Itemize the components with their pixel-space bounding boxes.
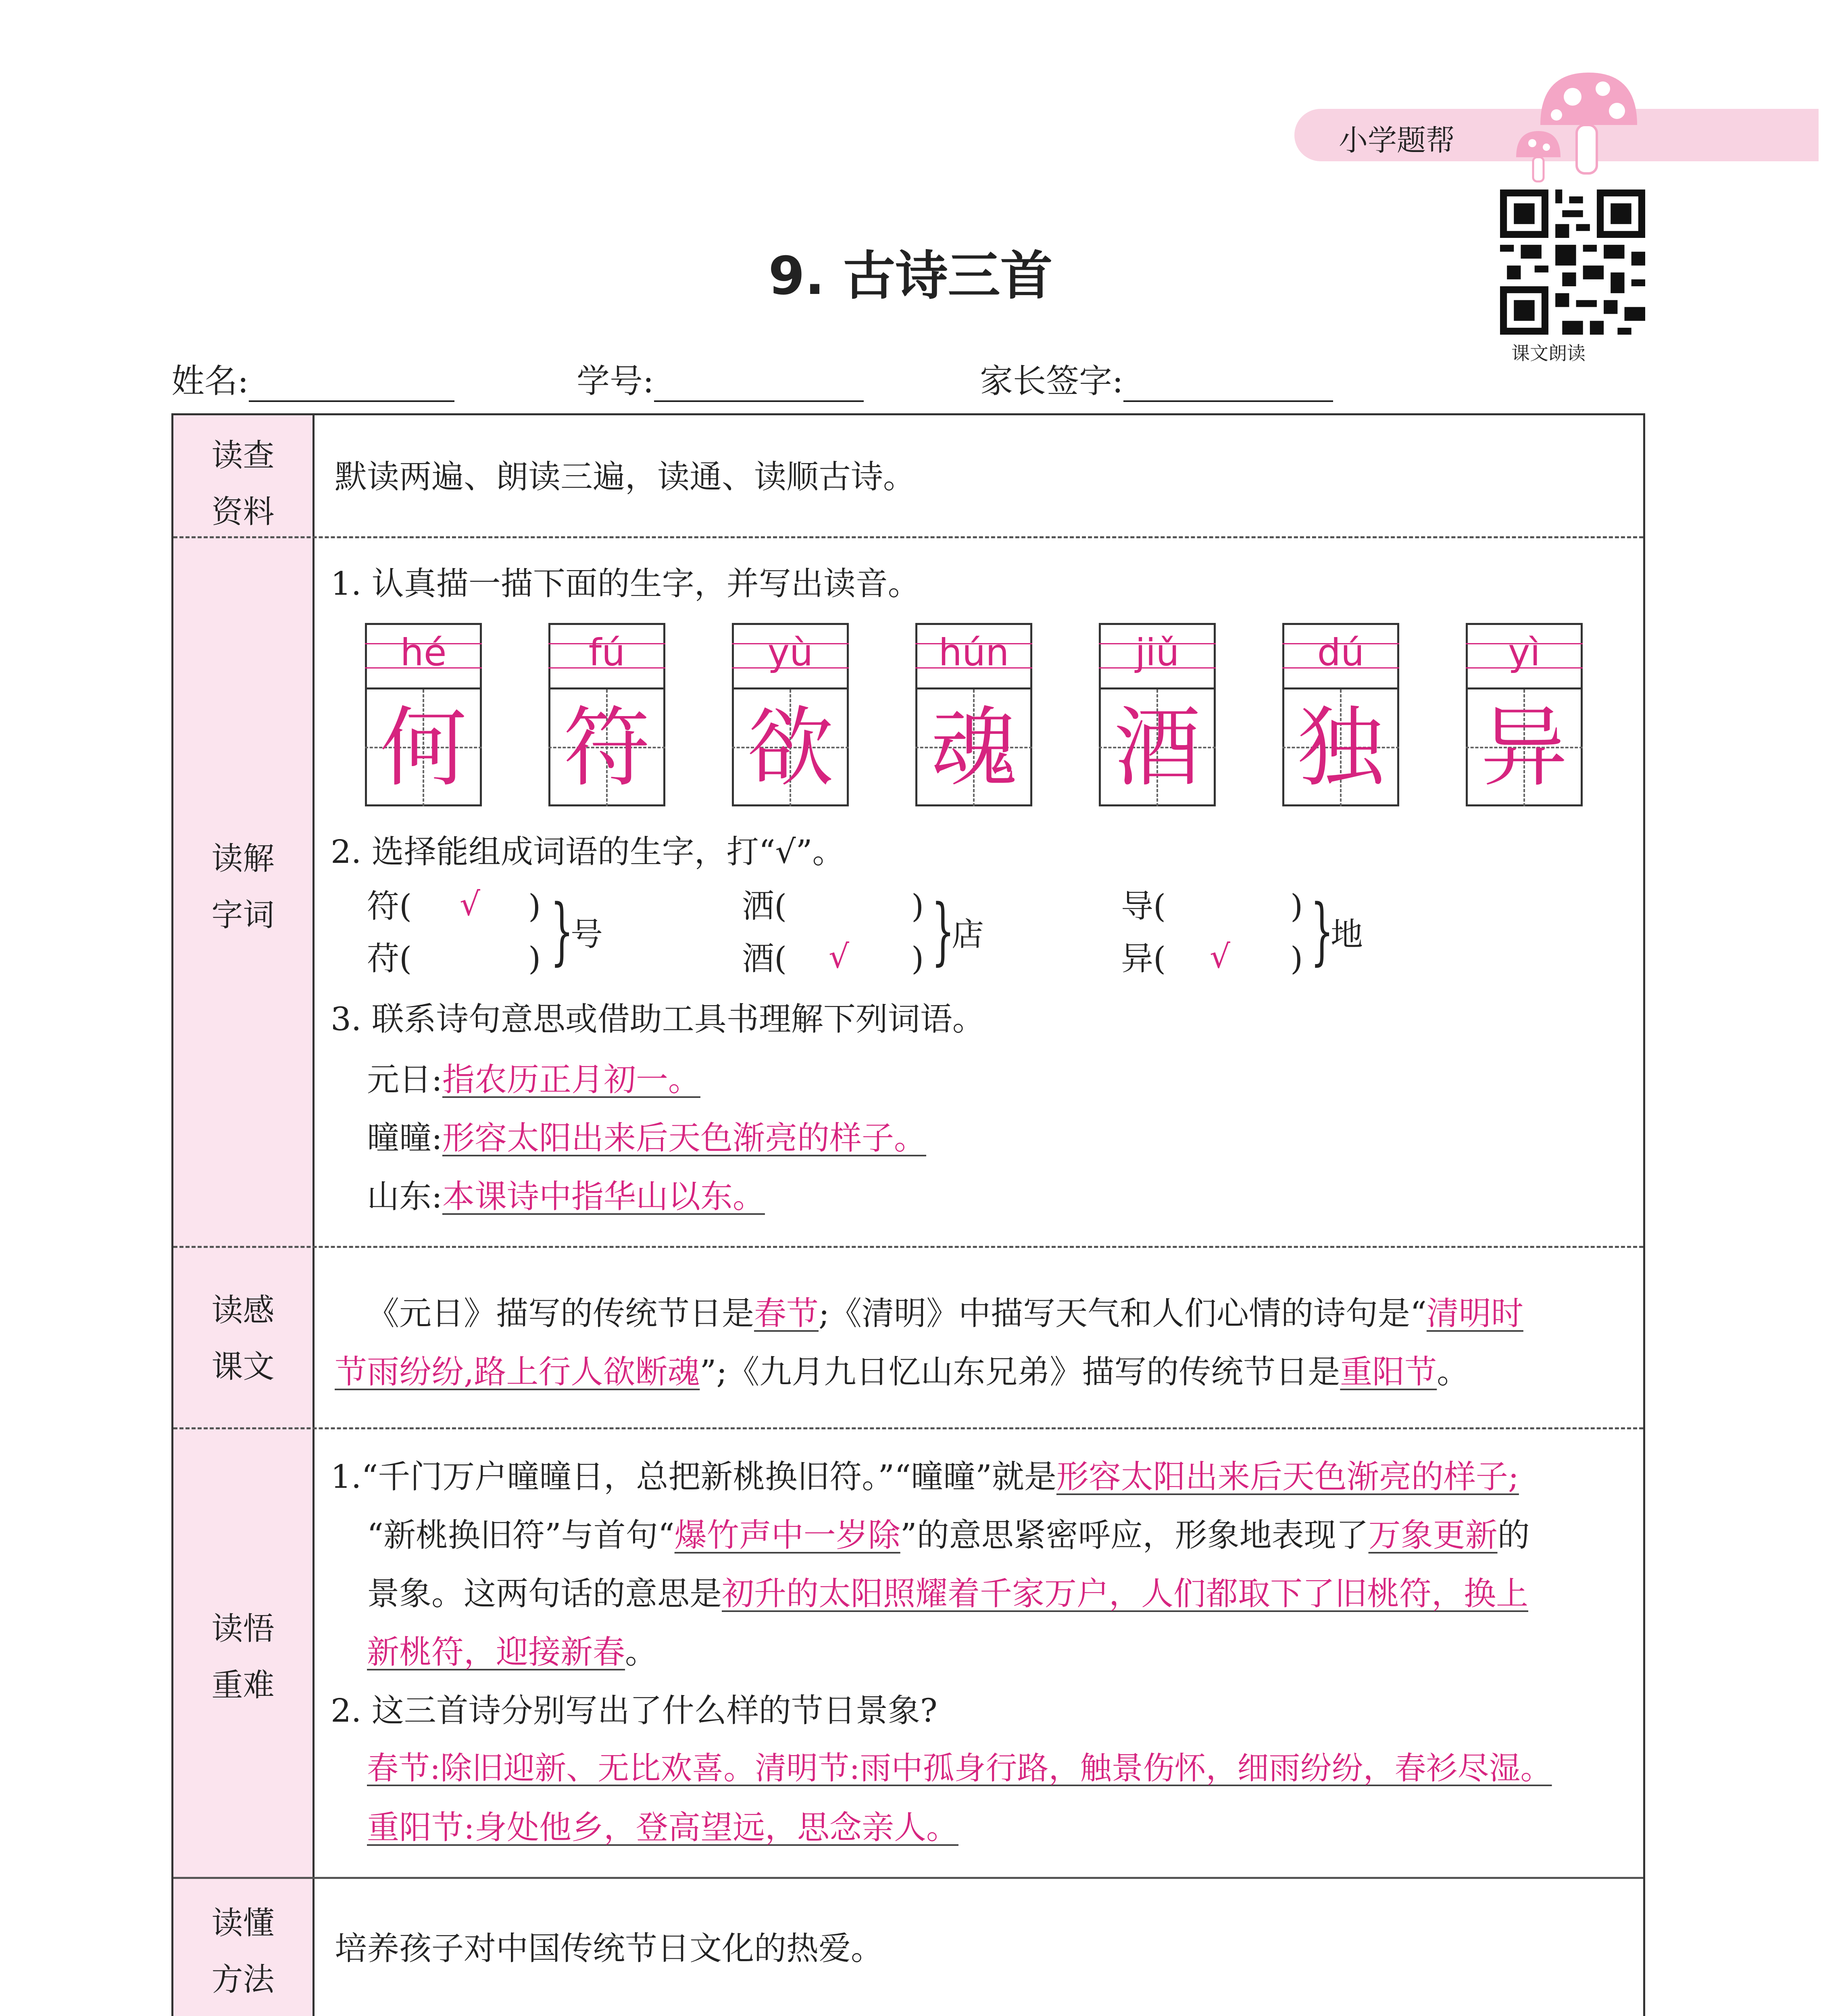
row-divider [173, 1877, 1643, 1879]
label-column [173, 415, 315, 2016]
choice-suffix: 号 [571, 916, 603, 953]
check-mark: √ [1210, 938, 1230, 975]
word-item: 曈曈:形容太阳出来后天色渐亮的样子。 [367, 1119, 926, 1157]
student-number-field[interactable]: 学号: [577, 355, 864, 402]
row2-q3: 3. 联系诗句意思或借助工具书理解下列词语。 [331, 1000, 985, 1038]
pinyin: jiǔ [1135, 631, 1179, 674]
pinyin: hún [938, 631, 1009, 674]
row4-line1: 1.“千门万户曈曈日，总把新桃换旧符。”“曈曈”就是形容太阳出来后天色渐亮的样子; [331, 1458, 1519, 1495]
word-item: 山东:本课诗中指华山以东。 [367, 1178, 765, 1215]
hanzi: 何 [380, 697, 467, 798]
choice-a: 洒( [742, 887, 787, 925]
name-field[interactable]: 姓名: [171, 355, 454, 402]
row5-label-a: 读懂 [211, 1905, 275, 1941]
choice-suffix: 店 [952, 916, 984, 953]
char-box [548, 623, 665, 816]
row3-line2: 节雨纷纷,路上行人欲断魂”;《九月九日忆山东兄弟》描写的传统节日是重阳节。 [335, 1353, 1469, 1391]
row2-label-b: 字词 [211, 897, 275, 933]
char-box [732, 623, 849, 816]
pinyin: dú [1317, 631, 1365, 674]
qr-caption: 课文朗读 [1511, 342, 1586, 364]
hanzi: 酒 [1114, 697, 1201, 798]
char-box [1282, 623, 1399, 816]
hanzi: 欲 [747, 697, 834, 798]
choice-suffix: 地 [1331, 916, 1363, 953]
parent-signature-field[interactable]: 家长签字: [980, 355, 1333, 402]
worksheet-table: 读查 资料 默读两遍、朗读三遍，读通、读顺古诗。 读解 字词 1. 认真描一描下面的生字，并写出读音。 hé 何 fú 符 yù 欲 hún 魂 jiǔ 酒 dú 独 yì 异 2. 选择能组成词语的生字，打“√”。 符( √ ) 苻( ) } 号 洒( ) 酒( √ ) } 店 导( ) 异( √ ) } 地 3. 联系诗句意思或借助工具书理解下列词语。 元日:指农历正月初一。 曈曈:形容太阳出来后天色渐亮的样子。 山东:本课诗中指华山以东。 读感 课文 《元日》描写的传统节日是春节;《清明》中描写天气和人们心情的诗句是“清明时 节雨纷纷,路上行人欲断魂”;《九月九日忆山东兄弟》描写的传统节日是重阳节。 读悟 重难 1.“千门万户曈曈日，总把新桃换旧符。”“曈曈”就是形容太阳出来后天色渐亮的样子; “新桃换旧符”与首句“爆竹声中一岁除”的意思紧密呼应，形象地表现了万象更新的 景象。这两句话的意思是初升的太阳照耀着千家万户，人们都取下了旧桃符，换上 新桃符，迎接新春。 2. 这三首诗分别写出了什么样的节日景象? 春节:除旧迎新、无比欢喜。清明节:雨中孤身行路，触景伤怀，细雨纷纷，春衫尽湿。 重阳节:身处他乡，登高望远，思念亲人。 读懂 方法 培养孩子对中国传统节日文化的热爱。 [171, 413, 1645, 2016]
row1-label-a: 读查 [211, 437, 275, 474]
pinyin: yì [1508, 631, 1540, 674]
page-title: 9. 古诗三首 [768, 245, 1053, 306]
check-mark: √ [460, 885, 480, 923]
row4-line4: 新桃符，迎接新春。 [367, 1633, 657, 1671]
row1-text: 默读两遍、朗读三遍，读通、读顺古诗。 [335, 458, 915, 496]
choice-a: 导( [1121, 887, 1166, 925]
row4-q2: 2. 这三首诗分别写出了什么样的节日景象? [331, 1692, 938, 1729]
row5-text: 培养孩子对中国传统节日文化的热爱。 [335, 1930, 883, 1967]
hanzi: 异 [1481, 697, 1568, 798]
char-box [1099, 623, 1216, 816]
row3-line1: 《元日》描写的传统节日是春节;《清明》中描写天气和人们心情的诗句是“清明时 [367, 1295, 1523, 1332]
check-mark: √ [829, 938, 849, 975]
char-box [365, 623, 482, 816]
row1-label-b: 资料 [211, 494, 275, 530]
row-divider [173, 1427, 1643, 1429]
brace: } [931, 889, 955, 973]
row-divider [173, 536, 1643, 538]
brace: } [1311, 889, 1334, 973]
row3-label-a: 读感 [211, 1292, 275, 1329]
row4-answer2: 重阳节:身处他乡，登高望远，思念亲人。 [367, 1809, 958, 1846]
row2-q1: 1. 认真描一描下面的生字，并写出读音。 [331, 565, 920, 602]
choice-b: 酒( [742, 940, 787, 977]
pinyin: fú [588, 631, 625, 674]
char-box [1466, 623, 1583, 816]
row4-label-a: 读悟 [211, 1611, 275, 1647]
row4-line2: “新桃换旧符”与首句“爆竹声中一岁除”的意思紧密呼应，形象地表现了万象更新的 [367, 1516, 1530, 1554]
hanzi: 符 [563, 697, 650, 798]
row-divider [173, 1246, 1643, 1248]
hanzi: 独 [1297, 697, 1384, 798]
mushroom-icon [1516, 65, 1653, 185]
brace: } [550, 889, 574, 973]
row2-label-a: 读解 [211, 841, 275, 877]
choice-b: 异( [1121, 940, 1166, 977]
row2-q2: 2. 选择能组成词语的生字，打“√”。 [331, 833, 845, 871]
hanzi: 魂 [930, 697, 1017, 798]
pinyin: yù [767, 631, 813, 674]
brand-text: 小学题帮 [1339, 123, 1455, 157]
row5-label-b: 方法 [211, 1962, 275, 1998]
char-box [915, 623, 1032, 816]
pinyin: hé [400, 631, 447, 674]
choice-a: 符( [367, 887, 412, 925]
row3-label-b: 课文 [211, 1349, 275, 1385]
word-item: 元日:指农历正月初一。 [367, 1061, 700, 1098]
row4-answer1: 春节:除旧迎新、无比欢喜。清明节:雨中孤身行路，触景伤怀，细雨纷纷，春衫尽湿。 [367, 1750, 1552, 1787]
row4-label-b: 重难 [211, 1667, 275, 1704]
row4-line3: 景象。这两句话的意思是初升的太阳照耀着千家万户，人们都取下了旧桃符，换上 [367, 1575, 1528, 1612]
choice-b: 苻( [367, 940, 412, 977]
